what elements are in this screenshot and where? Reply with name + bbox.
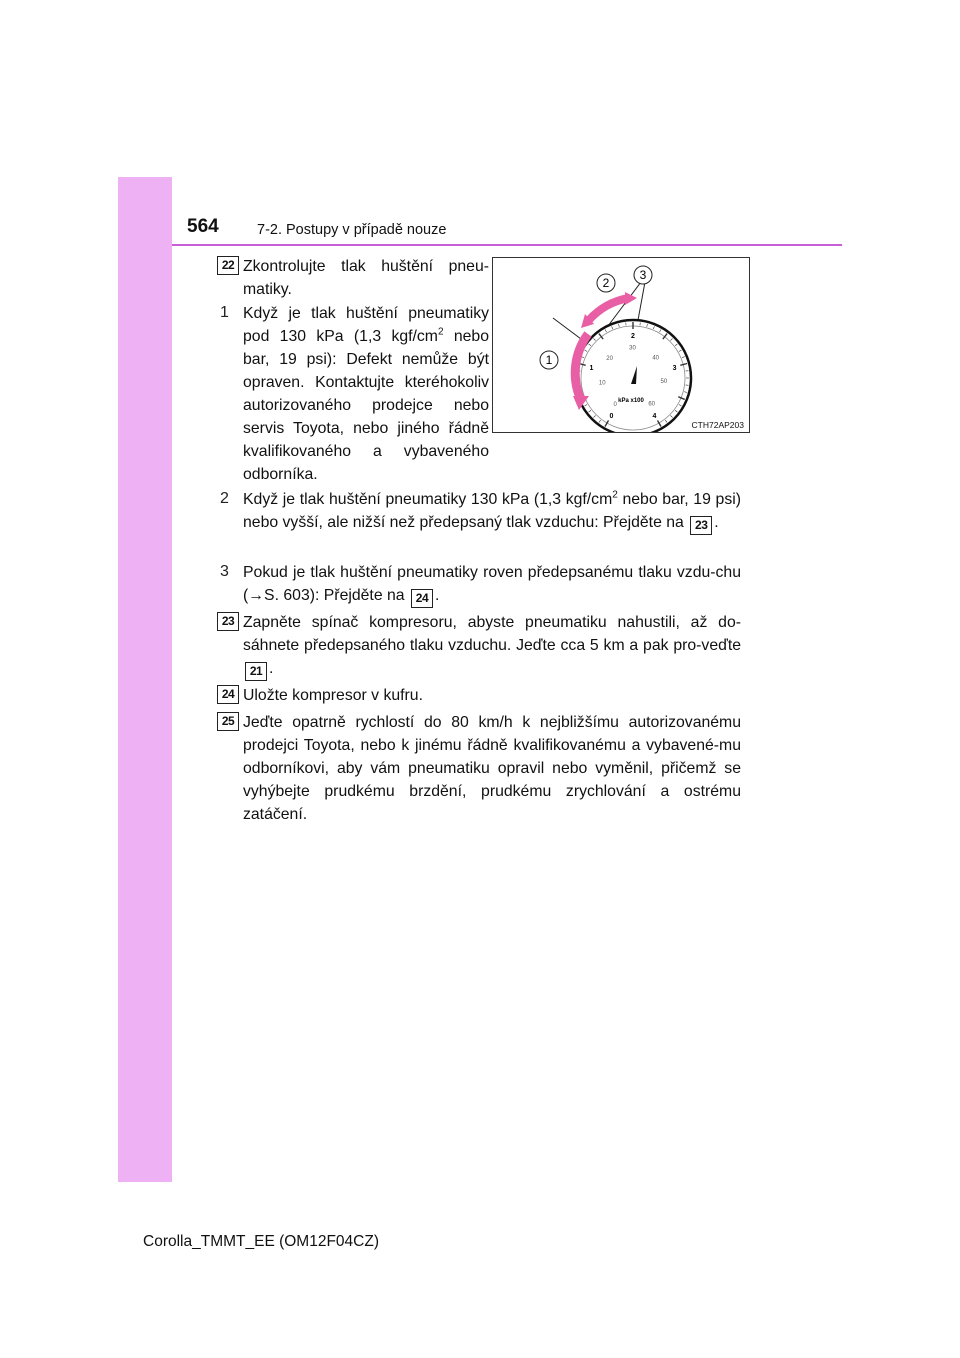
section-title: 7-2. Postupy v případě nouze xyxy=(257,222,447,238)
step-23-text: Zapněte spínač kompresoru, abyste pneumatiku nahustili, až do-sáhnete předepsaného tlaku vzduchu. Jeďte cca 5 km a pak pro-veďte 21 . xyxy=(243,611,741,681)
condition-1-text: Když je tlak huštění pneumatiky pod 130 kPa (1,3 kgf/$cm^2$ nebo bar, 19 psi): Defekt nemůže být opraven. Kontaktujte kteréhokoliv autorizovaného prodejce nebo servis Toyota, nebo jiného řádně kvalifikovaného a vybaveného odborníka. xyxy=(243,305,489,483)
gauge-bar-label: 1 xyxy=(589,364,594,372)
callout-label-3: 3 xyxy=(639,268,647,282)
tire-pressure-gauge-figure xyxy=(492,257,750,433)
gauge-psi-label: 60 xyxy=(648,401,655,408)
step-25-text: Jeďte opatrně rychlostí do 80 km/h k nejbližšímu autorizovanému prodejci Toyota, nebo k jinému řádně kvalifikovanému a vybavené-mu odborníkovi, aby vám pneumatiku opravil nebo vyměnil, přičemž se vyhýbejte prudkému brzdění, prudkému zrychlování a ostrému zatáčení. xyxy=(243,714,741,823)
condition-number-1: 1 xyxy=(220,304,229,321)
step-ref-21[interactable]: 21 xyxy=(245,662,267,681)
condition-number-3: 3 xyxy=(220,563,229,580)
header-divider xyxy=(172,244,842,246)
gauge-unit-label: kPa x100 xyxy=(618,398,644,404)
arrow-mid-head-right xyxy=(625,292,637,305)
gauge-illustration xyxy=(493,258,749,432)
gauge-bar-label: 4 xyxy=(652,413,657,421)
step-ref-23[interactable]: 23 xyxy=(690,516,712,535)
gauge-bar-label: 2 xyxy=(631,333,635,340)
gauge-psi-label: 0 xyxy=(613,401,617,408)
page-number: 564 xyxy=(187,216,219,237)
arrow-mid-range xyxy=(589,298,629,320)
condition-number-2: 2 xyxy=(220,490,229,507)
step-badge-22: 22 xyxy=(217,256,239,275)
side-color-band xyxy=(118,177,172,1182)
step-24-text: Uložte kompresor v kufru. xyxy=(243,687,423,704)
gauge-bar-label: 3 xyxy=(672,364,677,372)
condition-2-text: Když je tlak huštění pneumatiky 130 kPa (1,3 kgf/$cm^2$ nebo bar, 19 psi) nebo vyšší, ale nižší než předepsaný tlak vzduchu: Přejděte na 23 . xyxy=(243,488,741,535)
gauge-psi-label: 50 xyxy=(660,379,668,386)
step-badge-25: 25 xyxy=(217,712,239,731)
callout-label-2: 2 xyxy=(602,276,610,290)
step-22-text: Zkontrolujte tlak huštění pneu-matiky. xyxy=(243,258,489,298)
gauge-bar-label: 0 xyxy=(609,413,614,421)
gauge-psi-label: 40 xyxy=(652,355,660,362)
gauge-psi-label: 20 xyxy=(606,356,613,363)
step-ref-24[interactable]: 24 xyxy=(411,589,433,608)
footer-document-id: Corolla_TMMT_EE (OM12F04CZ) xyxy=(143,1233,379,1250)
callout-label-1: 1 xyxy=(545,353,553,367)
step-badge-24: 24 xyxy=(217,685,239,704)
condition-3-text: Pokud je tlak huštění pneumatiky roven předepsanému tlaku vzdu-chu (→S. 603): Přejděte na 24 . xyxy=(243,561,741,608)
gauge-psi-label: 30 xyxy=(629,345,636,352)
step-badge-23: 23 xyxy=(217,612,239,631)
gauge-psi-label: 10 xyxy=(598,380,606,387)
figure-code: CTH72AP203 xyxy=(691,420,744,430)
